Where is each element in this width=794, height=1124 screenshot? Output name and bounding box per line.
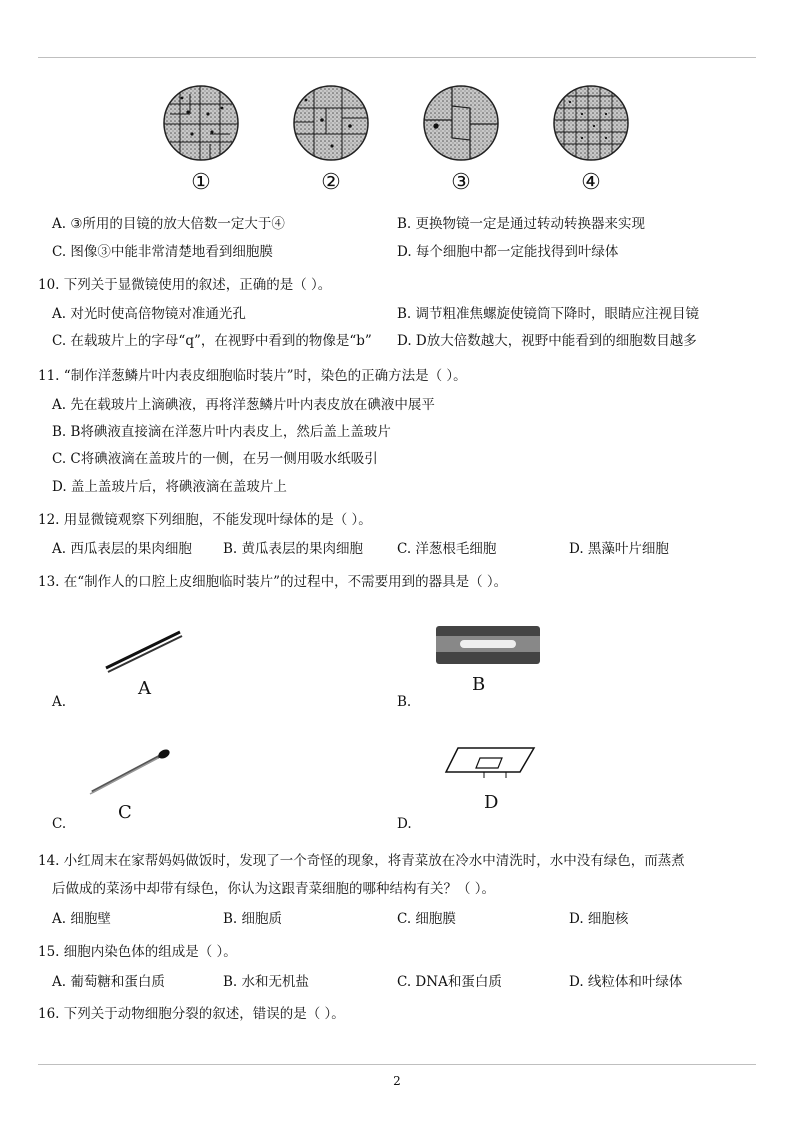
image-a-letter: A — [138, 678, 151, 698]
view-4-label: ④ — [581, 170, 601, 195]
razor-blade-image — [430, 622, 550, 694]
view-1-label: ① — [191, 170, 211, 195]
microscope-figure — [160, 84, 630, 200]
q9-option-c: C. 图像③中能非常清楚地看到细胞膜 — [52, 244, 273, 260]
q10-stem: 10. 下列关于显微镜使用的叙述，正确的是（ ）。 — [38, 277, 332, 293]
image-c-letter: C — [118, 802, 132, 823]
image-d-letter: D — [484, 792, 499, 813]
q15-option-a: A. 葡萄糖和蛋白质 — [52, 974, 165, 990]
dropper-image — [86, 742, 206, 824]
q12-option-c: C. 洋葱根毛细胞 — [397, 541, 497, 557]
q15-option-b: B. 水和无机盐 — [223, 974, 310, 990]
q13-stem: 13. 在“制作人的口腔上皮细胞临时装片”的过程中，不需要用到的器具是（ ）。 — [38, 574, 508, 590]
q9-option-a: A. ③所用的目镜的放大倍数一定大于④ — [52, 216, 285, 232]
bottom-rule — [38, 1064, 756, 1065]
view-3-image — [422, 84, 500, 162]
q12-option-d: D. 黑藻叶片细胞 — [569, 541, 669, 557]
q16-stem: 16. 下列关于动物细胞分裂的叙述，错误的是（ ）。 — [38, 1006, 345, 1022]
view-2-label: ② — [321, 170, 341, 195]
tweezers-image — [96, 620, 222, 698]
q15-stem: 15. 细胞内染色体的组成是（ ）。 — [38, 944, 237, 960]
q14-stem-line2: 后做成的菜汤中却带有绿色，你认为这跟青菜细胞的哪种结构有关？（ ）。 — [52, 881, 496, 897]
q11-stem: 11. “制作洋葱鳞片叶内表皮细胞临时装片”时，染色的正确方法是（ ）。 — [38, 368, 467, 384]
q12-option-b: B. 黄瓜表层的果肉细胞 — [223, 541, 364, 557]
q14-option-b: B. 细胞质 — [223, 911, 283, 927]
q10-option-a: A. 对光时使高倍物镜对准通光孔 — [52, 306, 246, 322]
top-rule — [38, 57, 756, 58]
view-2-image — [292, 84, 370, 162]
q10-option-d: D. D放大倍数越大，视野中能看到的细胞数目越多 — [397, 333, 697, 349]
q11-option-b: B. B将碘液直接滴在洋葱片叶内表皮上，然后盖上盖玻片 — [52, 424, 391, 440]
q11-option-d: D. 盖上盖玻片后，将碘液滴在盖玻片上 — [52, 479, 287, 495]
q9-option-d: D. 每个细胞中都一定能找得到叶绿体 — [397, 244, 619, 260]
q15-option-c: C. DNA和蛋白质 — [397, 974, 502, 990]
view-3-label: ③ — [451, 170, 471, 195]
q13-option-d: D. — [397, 816, 412, 832]
slide-image — [444, 742, 544, 814]
q14-option-c: C. 细胞膜 — [397, 911, 456, 927]
q11-option-c: C. C将碘液滴在盖玻片的一侧，在另一侧用吸水纸吸引 — [52, 451, 378, 467]
q14-option-d: D. 细胞核 — [569, 911, 629, 927]
q13-option-b: B. — [397, 694, 412, 710]
q13-option-c: C. — [52, 816, 67, 832]
view-1-image — [162, 84, 240, 162]
q12-option-a: A. 西瓜表层的果肉细胞 — [52, 541, 192, 557]
q14-option-a: A. 细胞壁 — [52, 911, 111, 927]
image-b-letter: B — [472, 674, 486, 694]
q12-stem: 12. 用显微镜观察下列细胞，不能发现叶绿体的是（ ）。 — [38, 512, 372, 528]
q9-option-b: B. 更换物镜一定是通过转动转换器来实现 — [397, 216, 646, 232]
q15-option-d: D. 线粒体和叶绿体 — [569, 974, 683, 990]
q10-option-b: B. 调节粗准焦螺旋使镜筒下降时，眼睛应注视目镜 — [397, 306, 700, 322]
q13-option-a: A. — [52, 694, 67, 710]
q14-stem-line1: 14. 小红周末在家帮妈妈做饭时，发现了一个奇怪的现象，将青菜放在冷水中清洗时，水中没有绿色，而蒸煮 — [38, 853, 685, 869]
view-4-image — [552, 84, 630, 162]
page-number: 2 — [393, 1074, 401, 1088]
q11-option-a: A. 先在载玻片上滴碘液，再将洋葱鳞片叶内表皮放在碘液中展平 — [52, 397, 435, 413]
q10-option-c: C. 在载玻片上的字母“q”，在视野中看到的物像是“b” — [52, 333, 372, 349]
